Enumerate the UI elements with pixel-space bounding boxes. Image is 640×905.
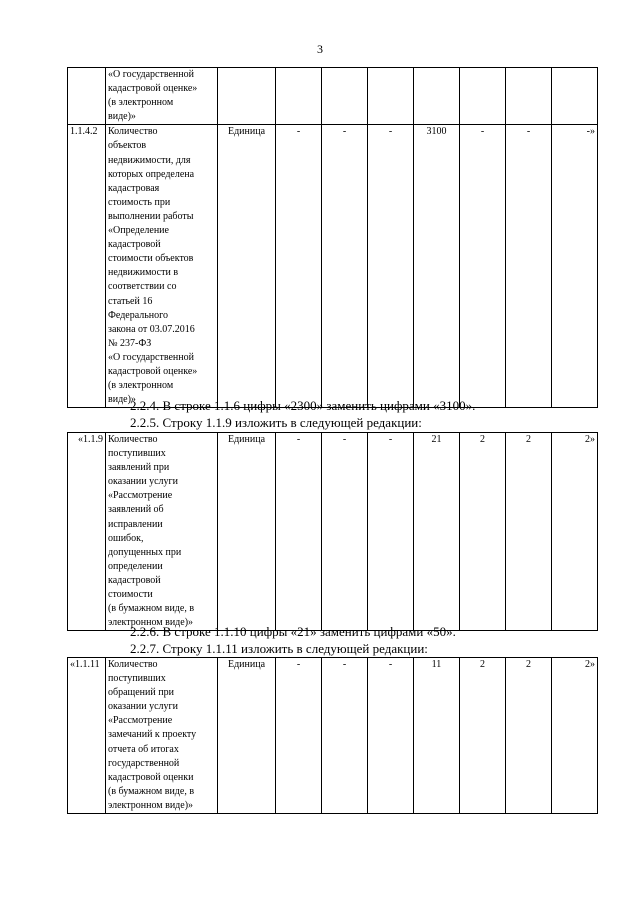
indicator-name-cell <box>106 125 218 408</box>
cell-text-line: государственной <box>108 757 180 769</box>
cell-text-line: поступивших <box>108 448 166 460</box>
indicator-table-3 <box>67 657 598 814</box>
amendment-paragraph: 2.2.4. В строке 1.1.6 цифры «2300» заменить цифрами «3100». <box>130 398 476 413</box>
cell-text-line: недвижимости в <box>108 267 179 279</box>
value-cell: - <box>322 658 368 814</box>
cell-text-line: поступивших <box>108 673 166 685</box>
value-cell: 2» <box>552 658 598 814</box>
cell-text-line: Количество <box>108 659 158 670</box>
cell-text-line: статьей 16 <box>108 295 153 307</box>
cell-text-line: № 237-ФЗ <box>108 337 152 349</box>
amendment-paragraph: 2.2.5. Строку 1.1.9 изложить в следующей редакции: <box>130 415 422 430</box>
cell-text-line: «О государственной <box>108 351 194 363</box>
unit-cell: Единица <box>218 433 276 631</box>
value-cell: 3100 <box>414 125 460 408</box>
cell-text-line: объектов <box>108 140 147 152</box>
cell-text-line: ошибок, <box>108 532 144 544</box>
cell-text-line: Количество <box>108 434 158 445</box>
cell-text-line: Федерального <box>108 309 169 321</box>
table-row <box>68 433 598 631</box>
cell-text-line: (в бумажном виде, в <box>108 603 195 615</box>
cell-text-line: кадастровой оценки <box>108 771 194 783</box>
amendment-paragraph: 2.2.7. Строку 1.1.11 изложить в следующей редакции: <box>130 641 428 656</box>
value-cell: - <box>460 125 506 408</box>
cell-text-line: стоимости <box>108 589 153 601</box>
cell-text-line: электронном виде)» <box>108 617 194 629</box>
cell-text-line: замечаний к проекту <box>108 729 197 741</box>
cell-text-line: заявлений об <box>108 504 164 516</box>
value-cell: - <box>276 433 322 631</box>
cell-text-line: определении <box>108 560 163 572</box>
cell-text-line: (в бумажном виде, в <box>108 785 195 797</box>
value-cell: 2 <box>506 658 552 814</box>
value-cell: - <box>368 125 414 408</box>
value-cell <box>506 68 552 125</box>
cell-text-line: электронном виде)» <box>108 799 194 811</box>
cell-text-line: стоимости объектов <box>108 253 194 265</box>
cell-text-line: кадастровой <box>108 239 161 251</box>
cell-text-line: (в электронном <box>108 97 174 109</box>
cell-text-line: заявлений при <box>108 462 170 474</box>
value-cell: 2 <box>460 658 506 814</box>
row-number-cell: «1.1.9 <box>68 433 106 631</box>
value-cell <box>276 68 322 125</box>
indicator-name-cell <box>106 433 218 631</box>
cell-text-line: кадастровой оценке» <box>108 83 198 95</box>
cell-text-line: оказании услуги <box>108 476 178 488</box>
cell-text-line: недвижимости, для <box>108 154 191 166</box>
value-cell: -» <box>552 125 598 408</box>
cell-text-line: виде)» <box>108 111 136 123</box>
unit-cell: Единица <box>218 125 276 408</box>
cell-text-line: обращений при <box>108 687 174 699</box>
value-cell: - <box>368 433 414 631</box>
cell-text-line: Количество <box>108 126 158 138</box>
value-cell: - <box>368 658 414 814</box>
cell-text-line: которых определена <box>108 168 195 180</box>
cell-text-line: кадастровой оценке» <box>108 365 198 377</box>
table-row <box>68 125 598 408</box>
cell-text-line: допущенных при <box>108 546 182 558</box>
cell-text-line: (в электронном <box>108 380 174 392</box>
value-cell: - <box>276 658 322 814</box>
cell-text-line: выполнении работы <box>108 210 194 222</box>
cell-text-line: исправлении <box>108 518 163 530</box>
value-cell <box>552 68 598 125</box>
cell-text-line: «О государственной <box>108 69 194 80</box>
value-cell: - <box>276 125 322 408</box>
cell-text-line: кадастровая <box>108 182 160 194</box>
value-cell: - <box>322 125 368 408</box>
table-row <box>68 658 598 814</box>
page-number: 3 <box>317 42 323 56</box>
cell-text-line: закона от 03.07.2016 <box>108 323 195 335</box>
indicator-table-1 <box>67 67 598 408</box>
value-cell <box>322 68 368 125</box>
value-cell <box>460 68 506 125</box>
table-row <box>68 68 598 125</box>
cell-text-line: соответствии со <box>108 281 177 293</box>
value-cell: 2 <box>460 433 506 631</box>
unit-cell <box>218 68 276 125</box>
value-cell: 21 <box>414 433 460 631</box>
cell-text-line: «Определение <box>108 225 169 237</box>
cell-text-line: «Рассмотрение <box>108 715 173 727</box>
cell-text-line: кадастровой <box>108 574 161 586</box>
value-cell: - <box>322 433 368 631</box>
cell-text-line: оказании услуги <box>108 701 178 713</box>
row-number-cell: 1.1.4.2 <box>68 125 106 408</box>
cell-text-line: виде)» <box>108 394 136 406</box>
value-cell: - <box>506 125 552 408</box>
value-cell: 11 <box>414 658 460 814</box>
indicator-name-cell <box>106 658 218 814</box>
indicator-table-2 <box>67 432 598 631</box>
value-cell: 2» <box>552 433 598 631</box>
cell-text-line: отчета об итогах <box>108 743 179 755</box>
indicator-name-cell <box>106 68 218 125</box>
row-number-cell: «1.1.11 <box>68 658 106 814</box>
unit-cell: Единица <box>218 658 276 814</box>
value-cell <box>414 68 460 125</box>
cell-text-line: «Рассмотрение <box>108 490 173 502</box>
value-cell <box>368 68 414 125</box>
row-number-cell <box>68 68 106 125</box>
amendment-paragraph: 2.2.6. В строке 1.1.10 цифры «21» заменить цифрами «50». <box>130 624 456 639</box>
cell-text-line: стоимость при <box>108 196 171 208</box>
value-cell: 2 <box>506 433 552 631</box>
